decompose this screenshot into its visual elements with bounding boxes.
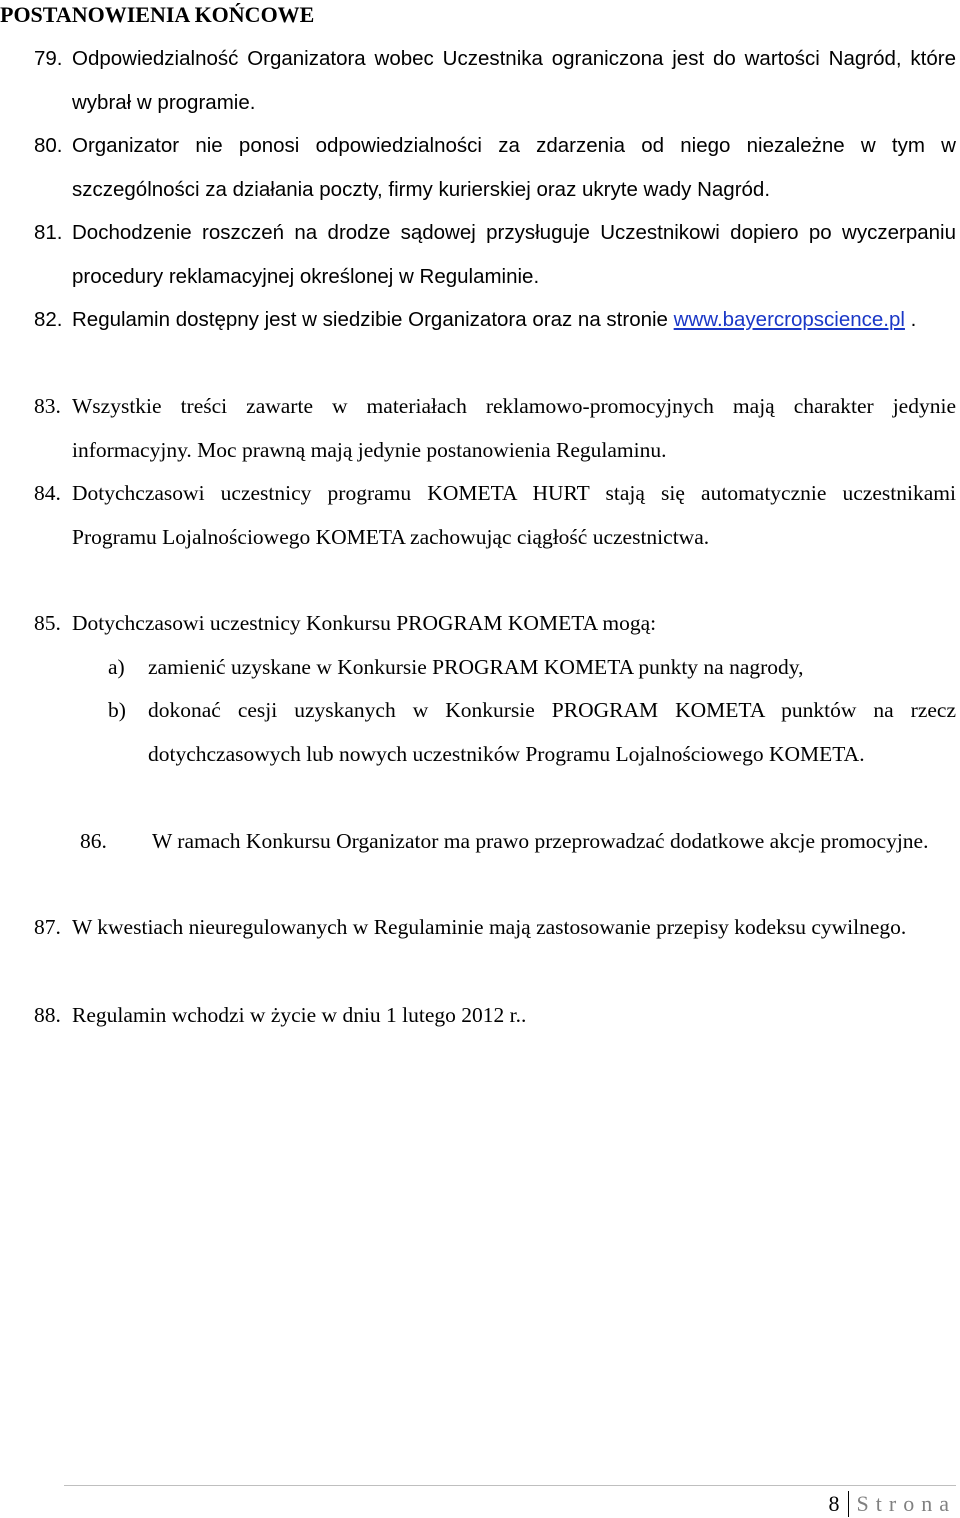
subclause-text: dokonać cesji uzyskanych w Konkursie PROGRAM KOMETA punktów na rzecz dotychczasowych lub nowych uczestników Programu Lojalnościowego KOMETA.: [148, 698, 956, 766]
clause-87: [34, 906, 956, 950]
clause-number: 81.: [34, 221, 63, 244]
clause-number: 80.: [34, 134, 63, 157]
footer-separator: [848, 1491, 849, 1517]
clause-80: [34, 124, 956, 211]
clause-number: 85.: [34, 611, 61, 635]
section-heading: POSTANOWIENIA KOŃCOWE: [0, 2, 315, 27]
clause-number: 84.: [34, 481, 61, 505]
page-label: Strona: [856, 1491, 956, 1516]
clause-text: Wszystkie treści zawarte w materiałach reklamowo-promocyjnych mają charakter jedynie informacyjny. Moc prawną mają jedynie postanowienia Regulaminu.: [72, 394, 956, 462]
clause-text-main: Regulamin dostępny jest w siedzibie Organizatora oraz na stronie: [72, 308, 668, 331]
clause-85: [34, 602, 956, 646]
clause-84: [34, 472, 956, 559]
footer-divider: [64, 1485, 956, 1486]
clause-number: 83.: [34, 394, 61, 418]
clause-text: W ramach Konkursu Organizator ma prawo przeprowadzać dodatkowe akcje promocyjne.: [152, 829, 929, 853]
clause-text: [72, 298, 956, 342]
subclause-text: zamienić uzyskane w Konkursie PROGRAM KOMETA punkty na nagrody,: [148, 655, 804, 679]
clause-number: 82.: [34, 308, 63, 331]
clause-text-after: .: [904, 308, 917, 331]
clause-79: [34, 37, 956, 124]
clause-85-a: [108, 646, 956, 690]
clause-number: 88.: [34, 1003, 61, 1027]
clause-number: 86.: [80, 829, 107, 853]
subclause-letter: a): [108, 655, 125, 679]
website-link[interactable]: www.bayercropscience.pl: [673, 308, 905, 331]
clause-text: Regulamin wchodzi w życie w dniu 1 lutego 2012 r..: [72, 1003, 527, 1027]
clause-83: [34, 385, 956, 472]
clause-number: 79.: [34, 47, 63, 70]
clause-85-b: [108, 689, 956, 776]
clause-number: 87.: [34, 915, 61, 939]
clause-text: Organizator nie ponosi odpowiedzialności za zdarzenia od niego niezależne w tym w szczególności za działania poczty, firmy kurierskiej oraz ukryte wady Nagród.: [72, 134, 956, 201]
clause-text: Dotychczasowi uczestnicy Konkursu PROGRAM KOMETA mogą:: [72, 611, 657, 635]
page-number: 8: [828, 1491, 840, 1516]
page-footer: [829, 1490, 956, 1518]
clause-86: [80, 820, 956, 864]
clause-text: Dotychczasowi uczestnicy programu KOMETA HURT stają się automatycznie uczestnikami Programu Lojalnościowego KOMETA zachowując ciągłość uczestnictwa.: [72, 481, 956, 549]
clause-88: [34, 994, 956, 1038]
clause-text: W kwestiach nieuregulowanych w Regulaminie mają zastosowanie przepisy kodeksu cywilnego.: [72, 915, 907, 939]
clause-text: Dochodzenie roszczeń na drodze sądowej przysługuje Uczestnikowi dopiero po wyczerpaniu procedury reklamacyjnej określonej w Regulaminie.: [72, 221, 956, 288]
clause-text: Odpowiedzialność Organizatora wobec Uczestnika ograniczona jest do wartości Nagród, które wybrał w programie.: [72, 47, 956, 114]
clause-82: [34, 298, 956, 342]
subclause-letter: b): [108, 698, 126, 722]
clause-81: [34, 211, 956, 298]
